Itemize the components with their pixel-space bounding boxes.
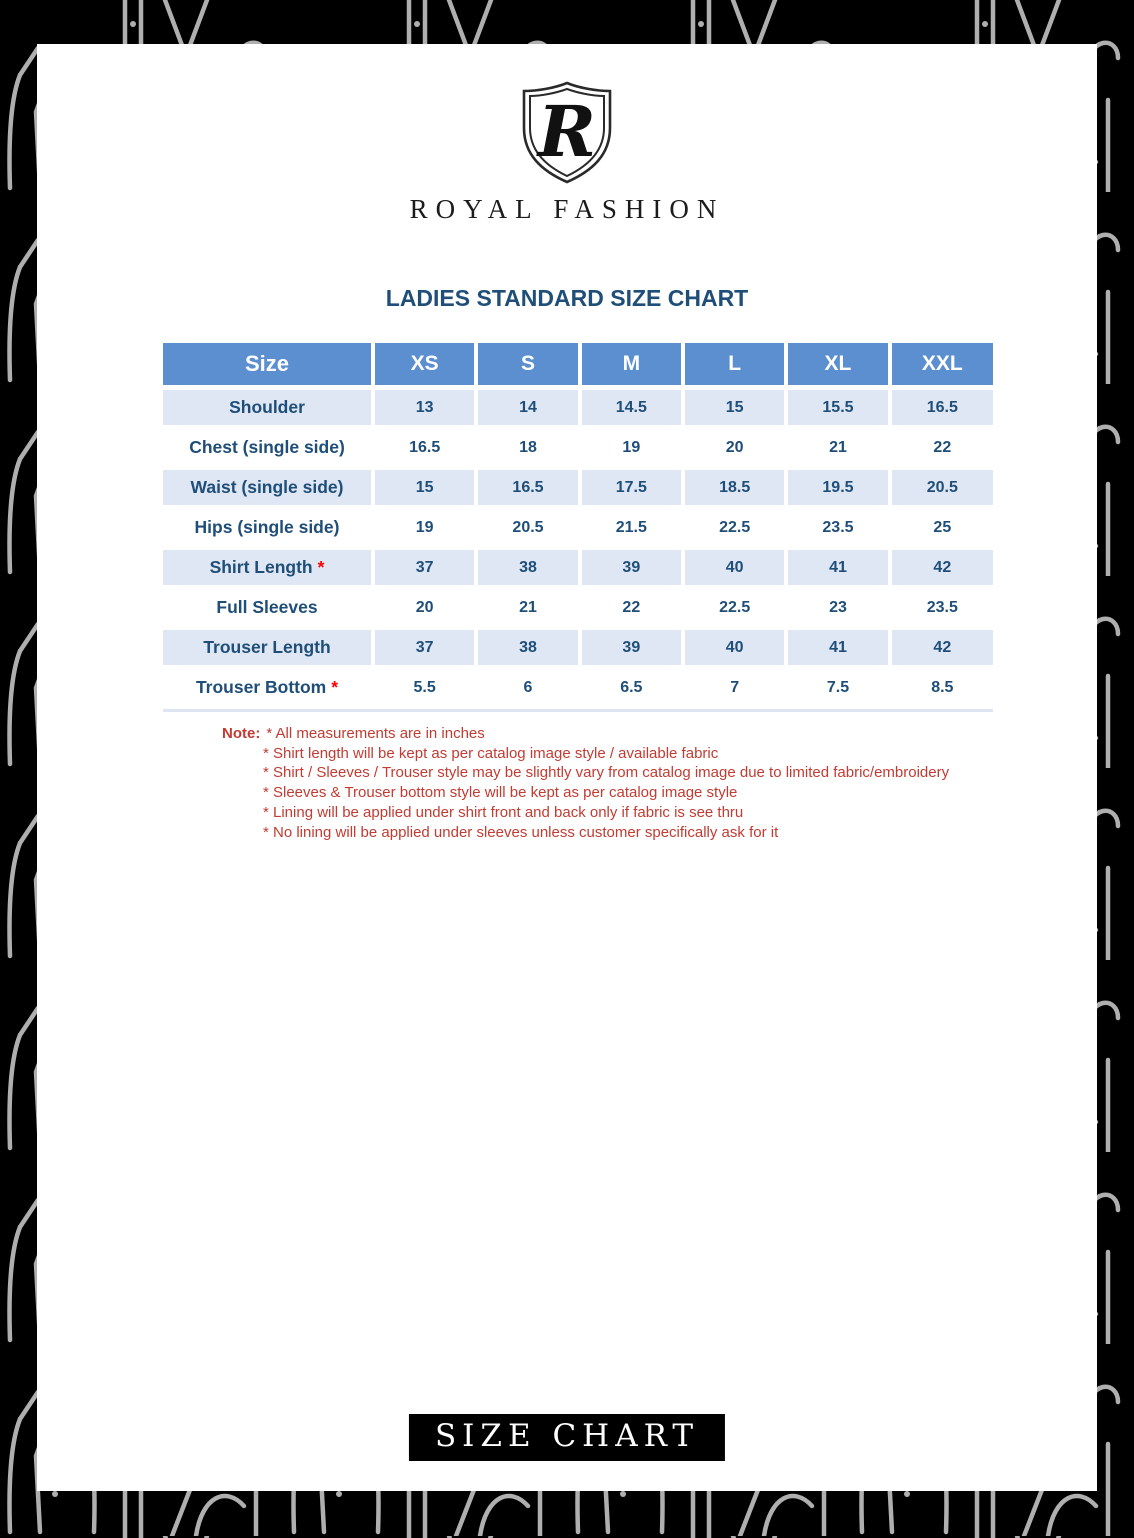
size-value-cell: 18.5 [683, 468, 786, 508]
table-row [163, 388, 993, 428]
table-row [163, 628, 993, 668]
size-value-cell: 15 [373, 468, 476, 508]
table-row [163, 668, 993, 706]
red-asterisk: * [317, 557, 325, 577]
size-value-cell: 7 [683, 668, 786, 706]
size-value-cell: 23 [786, 588, 889, 628]
size-value-cell: 5.5 [373, 668, 476, 706]
size-label-cell [163, 508, 373, 548]
size-label-cell [163, 388, 373, 428]
size-chart-banner: SIZE CHART [409, 1414, 725, 1461]
column-header-xs: XS [373, 343, 476, 388]
size-value-cell: 22 [580, 588, 683, 628]
brand-monogram: R [537, 90, 597, 173]
size-value-cell: 20 [373, 588, 476, 628]
column-header-size: Size [163, 343, 373, 388]
size-label-cell [163, 628, 373, 668]
notes-section [222, 724, 949, 842]
size-value-cell: 25 [890, 508, 993, 548]
size-value-cell: 19 [373, 508, 476, 548]
row-label: Trouser Length [203, 637, 331, 657]
note-line: * No lining will be applied under sleeves unless customer specifically ask for it [263, 823, 779, 841]
note-line: * Lining will be applied under shirt front and back only if fabric is see thru [263, 803, 744, 821]
size-value-cell: 18 [476, 428, 579, 468]
note-line: * Shirt length will be kept as per catalog image style / available fabric [263, 744, 719, 762]
brand-name: ROYAL FASHION [409, 194, 725, 224]
size-value-cell: 38 [476, 548, 579, 588]
size-value-cell: 22.5 [683, 588, 786, 628]
size-value-cell: 20.5 [476, 508, 579, 548]
row-label: Trouser Bottom [195, 677, 327, 697]
size-value-cell: 21 [476, 588, 579, 628]
table-row [163, 548, 993, 588]
red-asterisk: * [331, 677, 339, 697]
size-value-cell: 19 [580, 428, 683, 468]
note-item: * All measurements are in inches [266, 725, 485, 742]
size-value-cell: 15 [683, 388, 786, 428]
column-header-m: M [580, 343, 683, 388]
table-row [163, 428, 993, 468]
size-value-cell: 38 [476, 628, 579, 668]
table-bottom-border [163, 709, 993, 712]
size-value-cell: 41 [786, 548, 889, 588]
note-line: * Shirt / Sleeves / Trouser style may be slightly vary from catalog image due to limited fabric/embroidery [263, 764, 950, 782]
brand-shield-icon [519, 80, 615, 186]
size-value-cell: 21.5 [580, 508, 683, 548]
row-label: Full Sleeves [216, 597, 318, 617]
size-label-cell [163, 548, 373, 588]
size-value-cell: 6.5 [580, 668, 683, 706]
size-value-cell: 6 [476, 668, 579, 706]
size-value-cell: 16.5 [890, 388, 993, 428]
size-value-cell: 22.5 [683, 508, 786, 548]
size-label-cell [163, 468, 373, 508]
table-row [163, 468, 993, 508]
size-value-cell: 42 [890, 628, 993, 668]
size-value-cell: 41 [786, 628, 889, 668]
size-value-cell: 15.5 [786, 388, 889, 428]
column-header-s: S [476, 343, 579, 388]
row-label: Hips (single side) [194, 517, 340, 537]
size-value-cell: 42 [890, 548, 993, 588]
size-value-cell: 19.5 [786, 468, 889, 508]
table-header-row [163, 343, 993, 388]
note-label: Note: [222, 725, 261, 742]
size-value-cell: 37 [373, 548, 476, 588]
size-value-cell: 40 [683, 548, 786, 588]
size-value-cell: 39 [580, 628, 683, 668]
size-value-cell: 7.5 [786, 668, 889, 706]
table-row [163, 588, 993, 628]
size-value-cell: 39 [580, 548, 683, 588]
size-label-cell [163, 588, 373, 628]
size-value-cell: 16.5 [476, 468, 579, 508]
column-header-l: L [683, 343, 786, 388]
size-value-cell: 22 [890, 428, 993, 468]
size-label-cell [163, 668, 373, 706]
size-value-cell: 23.5 [890, 588, 993, 628]
row-label: Shoulder [229, 397, 305, 417]
note-line [222, 724, 949, 744]
size-value-cell: 16.5 [373, 428, 476, 468]
row-label: Waist (single side) [190, 477, 344, 497]
column-header-xl: XL [786, 343, 889, 388]
size-value-cell: 17.5 [580, 468, 683, 508]
table-row [163, 508, 993, 548]
size-value-cell: 23.5 [786, 508, 889, 548]
page-title: LADIES STANDARD SIZE CHART [385, 285, 749, 311]
size-value-cell: 13 [373, 388, 476, 428]
size-table [163, 343, 993, 705]
size-value-cell: 21 [786, 428, 889, 468]
size-label-cell [163, 428, 373, 468]
size-value-cell: 20 [683, 428, 786, 468]
note-line: * Sleeves & Trouser bottom style will be kept as per catalog image style [263, 784, 738, 802]
column-header-xxl: XXL [890, 343, 993, 388]
size-value-cell: 14.5 [580, 388, 683, 428]
size-value-cell: 37 [373, 628, 476, 668]
size-value-cell: 14 [476, 388, 579, 428]
size-chart-page [37, 44, 1097, 1491]
row-label: Shirt Length [209, 557, 313, 577]
row-label: Chest (single side) [189, 437, 345, 457]
size-value-cell: 40 [683, 628, 786, 668]
size-value-cell: 8.5 [890, 668, 993, 706]
size-value-cell: 20.5 [890, 468, 993, 508]
